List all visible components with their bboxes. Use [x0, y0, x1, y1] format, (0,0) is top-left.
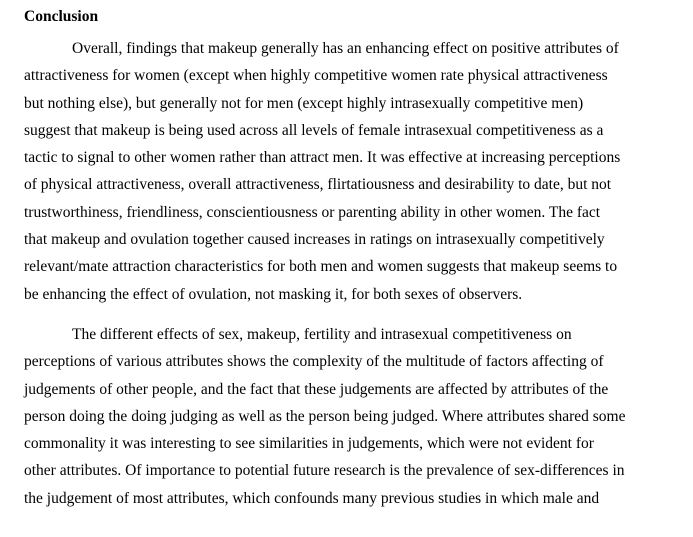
- paragraph-line: relevant/mate attraction characteristics for both men and women suggests that makeup seems to: [24, 258, 618, 276]
- paragraph-2: [0, 321, 626, 512]
- paragraph-line: tactic to signal to other women rather than attract men. It was effective at increasing perceptions: [24, 149, 621, 167]
- paragraph-line: that makeup and ovulation together caused increases in ratings on intrasexually competitively: [24, 231, 605, 249]
- section-heading: Conclusion: [24, 8, 99, 25]
- paragraph-1: [0, 35, 620, 308]
- paragraph-line: person doing the doing judging as well as the person being judged. Where attributes shared some: [24, 407, 626, 425]
- paragraph-line: attractiveness for women (except when highly competitive women rate physical attractiveness: [24, 67, 608, 85]
- paragraph-line: of physical attractiveness, overall attractiveness, flirtatiousness and desirability to date, but not: [24, 176, 612, 194]
- paragraph-line: trustworthiness, friendliness, conscientiousness or parenting ability in other women. The fact: [24, 203, 601, 221]
- paragraph-line: other attributes. Of importance to potential future research is the prevalence of sex-differences in: [24, 462, 625, 480]
- paragraph-line: commonality it was interesting to see similarities in judgements, which were not evident for: [24, 435, 594, 453]
- paragraph-line: but nothing else), but generally not for men (except highly intrasexually competitive men): [24, 94, 584, 112]
- paragraph-line: perceptions of various attributes shows the complexity of the multitude of factors affecting of: [24, 353, 604, 371]
- paragraph-line: The different effects of sex, makeup, fertility and intrasexual competitiveness on: [72, 326, 572, 343]
- paragraph-line: suggest that makeup is being used across all levels of female intrasexual competitiveness as a: [24, 121, 604, 139]
- paragraph-line: Overall, findings that makeup generally has an enhancing effect on positive attributes of: [72, 40, 619, 57]
- paragraph-line: the judgement of most attributes, which confounds many previous studies in which male and: [24, 489, 600, 507]
- paragraph-line: be enhancing the effect of ovulation, not masking it, for both sexes of observers.: [24, 285, 523, 303]
- paragraph-line: judgements of other people, and the fact that these judgements are affected by attributes of the: [24, 380, 609, 398]
